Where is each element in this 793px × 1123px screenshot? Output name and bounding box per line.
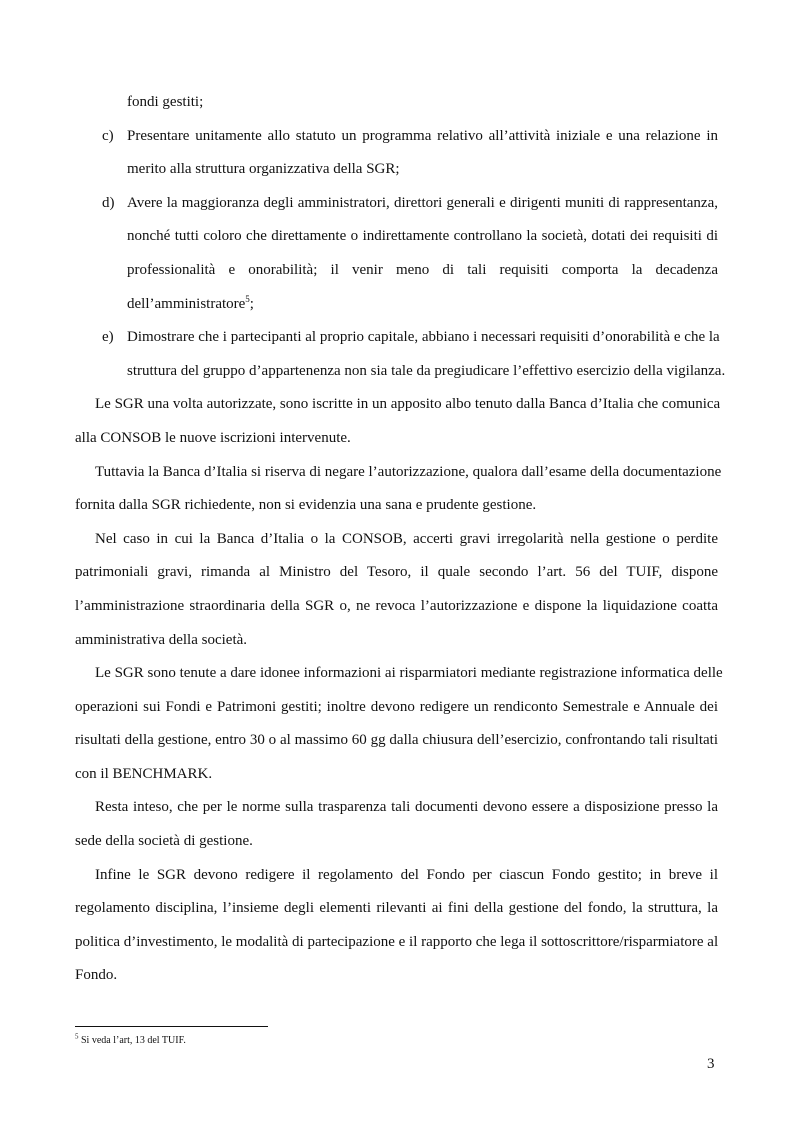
list-item-e xyxy=(75,321,718,355)
paragraph-line: Nel caso in cui la Banca d’Italia o la CONSOB, accerti gravi irregolarità nella gestione o perdite xyxy=(95,530,718,547)
paragraph-line: con il BENCHMARK. xyxy=(75,765,213,782)
paragraph-line: Tuttavia la Banca d’Italia si riserva di negare l’autorizzazione, qualora dall’esame della documentazione xyxy=(95,463,722,480)
paragraph-line: Resta inteso, che per le norme sulla trasparenza tali documenti devono essere a disposizione presso la xyxy=(95,799,718,816)
list-item-text: Dimostrare che i partecipanti al proprio capitale, abbiano i necessari requisiti d’onorabilità e che la xyxy=(127,329,720,346)
list-item-text-end: dell’amministratore xyxy=(127,295,246,312)
paragraph-line: amministrativa della società. xyxy=(75,631,248,648)
punctuation: ; xyxy=(249,295,254,312)
list-item-text: Avere la maggioranza degli amministratori, direttori generali e dirigenti muniti di rappresentanza, xyxy=(127,194,718,211)
paragraph-line: risultati della gestione, entro 30 o al massimo 60 gg dalla chiusura dell’esercizio, confrontando tali risultati xyxy=(75,732,718,749)
paragraph-line: l’amministrazione straordinaria della SGR o, ne revoca l’autorizzazione e dispone la liquidazione coatta xyxy=(75,597,718,614)
list-item-label: d) xyxy=(102,194,115,211)
paragraph-line: Le SGR sono tenute a dare idonee informazioni ai risparmiatori mediante registrazione informatica delle xyxy=(95,665,723,682)
paragraph-line: alla CONSOB le nuove iscrizioni intervenute. xyxy=(75,429,351,446)
list-item-label: c) xyxy=(102,127,114,144)
list-item-c xyxy=(75,120,718,154)
footnote-marker: 5 xyxy=(75,1032,79,1041)
body-text xyxy=(75,86,726,993)
list-item-text: nonché tutti coloro che direttamente o indirettamente controllano la società, dotati dei requisiti di xyxy=(127,228,718,245)
list-item-d xyxy=(75,187,718,221)
paragraph-line: politica d’investimento, le modalità di partecipazione e il rapporto che lega il sottoscrittore/risparmiatore al xyxy=(75,933,719,950)
list-item-text: Presentare unitamente allo statuto un programma relativo all’attività iniziale e una relazione in xyxy=(127,127,718,144)
footnote xyxy=(75,1034,186,1048)
paragraph-line: regolamento disciplina, l’insieme degli elementi rilevanti ai fini della gestione del fondo, la struttura, la xyxy=(75,900,718,917)
footnote-text: Si veda l’art, 13 del TUIF. xyxy=(78,1035,186,1046)
paragraph-line: patrimoniali gravi, rimanda al Ministro del Tesoro, il quale secondo l’art. 56 del TUIF, dispone xyxy=(75,564,718,581)
list-item-b-continuation: fondi gestiti; xyxy=(127,94,204,110)
paragraph-line: Infine le SGR devono redigere il regolamento del Fondo per ciascun Fondo gestito; in breve il xyxy=(95,866,718,883)
paragraph-line: Le SGR una volta autorizzate, sono iscritte in un apposito albo tenuto dalla Banca d’Italia che comunica xyxy=(95,396,721,413)
list-item-label: e) xyxy=(102,329,114,346)
paragraph-line: sede della società di gestione. xyxy=(75,833,253,850)
page-number: 3 xyxy=(707,1056,715,1072)
list-item-text: struttura del gruppo d’appartenenza non sia tale da pregiudicare l’effettivo esercizio della vigilanza. xyxy=(127,362,726,379)
paragraph-line: operazioni sui Fondi e Patrimoni gestiti; inoltre devono redigere un rendiconto Semestrale e Annuale dei xyxy=(75,698,718,715)
paragraph-line: Fondo. xyxy=(75,967,118,984)
paragraph-line: fornita dalla SGR richiedente, non si evidenzia una sana e prudente gestione. xyxy=(75,497,537,514)
list-item-text: professionalità e onorabilità; il venir meno di tali requisiti comporta la decadenza xyxy=(127,261,718,278)
list-item-text xyxy=(75,288,718,322)
footnote-divider xyxy=(75,1026,268,1027)
list-item-text: merito alla struttura organizzativa della SGR; xyxy=(127,161,400,178)
footnote-reference[interactable]: 5 xyxy=(245,293,250,304)
